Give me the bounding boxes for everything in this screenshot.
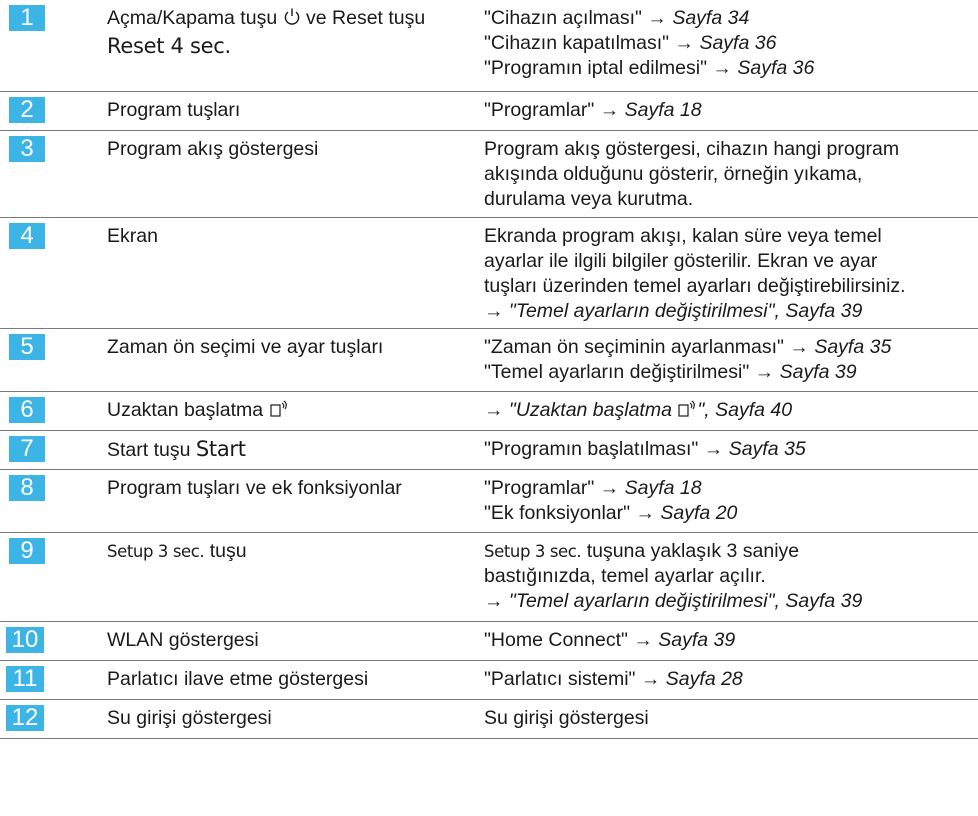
- desc-text: tuşuna yaklaşık 3 saniye: [586, 540, 800, 562]
- row-number-badge: 8: [9, 475, 45, 501]
- row-number-badge: 1: [9, 5, 45, 31]
- table-row: [0, 0, 978, 92]
- element-name: Ekran: [107, 225, 158, 247]
- desc-text: →: [484, 399, 509, 421]
- desc-text: durulama veya kurutma.: [484, 188, 694, 210]
- table-row: [0, 661, 978, 700]
- description: [484, 706, 649, 731]
- element-name: [107, 6, 425, 59]
- table-row: [0, 131, 978, 218]
- element-text: ve Reset tuşu: [306, 7, 426, 29]
- page-reference: Sayfa 35: [728, 438, 806, 460]
- power-icon: [283, 7, 301, 34]
- table-row: [0, 92, 978, 131]
- desc-text: "Programın başlatılması" →: [484, 438, 729, 460]
- desc-text: "Parlatıcı sistemi" →: [484, 668, 666, 690]
- desc-text: Su girişi göstergesi: [484, 707, 649, 729]
- element-name: [107, 539, 247, 564]
- desc-text: "Programlar" →: [484, 99, 625, 121]
- table-row: [0, 218, 978, 329]
- page-reference: Sayfa 39: [658, 629, 736, 651]
- table-row: [0, 392, 978, 431]
- row-number-badge: 12: [6, 705, 44, 731]
- description: [484, 398, 792, 426]
- description: [484, 224, 906, 324]
- row-number-badge: 5: [9, 334, 45, 360]
- page-reference: "Temel ayarların değiştirilmesi", Sayfa 39: [508, 300, 863, 322]
- element-name: [107, 398, 289, 426]
- element-name: Program akış göstergesi: [107, 138, 319, 160]
- page-reference: Sayfa 28: [665, 668, 743, 690]
- page-reference: "Uzaktan başlatma: [508, 399, 672, 421]
- desc-text: ayarlar ile ilgili bilgiler gösterilir. Ekran ve ayar: [484, 250, 878, 272]
- desc-text: bastığınızda, temel ayarlar açılır.: [484, 565, 766, 587]
- element-name: Zaman ön seçimi ve ayar tuşları: [107, 336, 384, 358]
- description: [484, 6, 814, 81]
- desc-text: Program akış göstergesi, cihazın hangi program: [484, 138, 900, 160]
- page-reference: Sayfa 18: [624, 99, 702, 121]
- page-reference: Sayfa 18: [624, 477, 702, 499]
- element-name: Parlatıcı ilave etme göstergesi: [107, 668, 369, 690]
- table-row: [0, 533, 978, 622]
- table-row: [0, 470, 978, 533]
- page-reference: "Temel ayarların değiştirilmesi", Sayfa 39: [508, 590, 863, 612]
- element-text: Açma/Kapama tuşu: [107, 7, 278, 29]
- remote-start-icon: [269, 399, 289, 426]
- element-name: Program tuşları ve ek fonksiyonlar: [107, 477, 402, 499]
- table-row: [0, 329, 978, 392]
- desc-text: Ekranda program akışı, kalan süre veya temel: [484, 225, 882, 247]
- table-row: [0, 431, 978, 470]
- row-number-badge: 2: [9, 97, 45, 123]
- element-name: WLAN göstergesi: [107, 629, 259, 651]
- row-number-badge: 3: [9, 136, 45, 162]
- desc-text: "Programlar" →: [484, 477, 625, 499]
- row-number-badge: 10: [6, 627, 44, 653]
- desc-text: akışında olduğunu gösterir, örneğin yıkama,: [484, 163, 863, 185]
- page-reference: ", Sayfa 40: [697, 399, 793, 421]
- description: [484, 137, 899, 212]
- description: [484, 437, 806, 462]
- page-reference: Sayfa 20: [660, 502, 738, 524]
- desc-text: "Zaman ön seçiminin ayarlanması" →: [484, 336, 815, 358]
- element-text: tuşu: [209, 540, 247, 562]
- setup-label: Setup 3 sec.: [484, 542, 582, 561]
- reset-label: Reset 4 sec.: [107, 34, 231, 58]
- desc-text: →: [484, 300, 509, 322]
- element-name: Program tuşları: [107, 99, 241, 121]
- row-number-badge: 11: [6, 666, 44, 692]
- description: [484, 539, 862, 614]
- setup-label: Setup 3 sec.: [107, 542, 205, 561]
- desc-text: "Home Connect" →: [484, 629, 659, 651]
- desc-text: "Temel ayarların değiştirilmesi" →: [484, 361, 780, 383]
- description: [484, 335, 891, 385]
- description: [484, 667, 743, 692]
- row-number-badge: 7: [9, 436, 45, 462]
- table-row: [0, 700, 978, 739]
- desc-text: "Cihazın kapatılması" →: [484, 32, 700, 54]
- page-reference: Sayfa 39: [779, 361, 857, 383]
- page-reference: Sayfa 34: [672, 7, 750, 29]
- description: [484, 98, 702, 123]
- desc-text: tuşları üzerinden temel ayarları değiştirebilirsiniz.: [484, 275, 906, 297]
- element-text: Uzaktan başlatma: [107, 399, 264, 421]
- remote-start-icon: [677, 399, 697, 426]
- desc-text: "Ek fonksiyonlar" →: [484, 502, 661, 524]
- page-reference: Sayfa 36: [737, 57, 815, 79]
- start-label: Start: [195, 437, 246, 461]
- row-number-badge: 6: [9, 397, 45, 423]
- row-number-badge: 4: [9, 223, 45, 249]
- description: [484, 476, 737, 526]
- desc-text: "Programın iptal edilmesi" →: [484, 57, 738, 79]
- row-number-badge: 9: [9, 538, 45, 564]
- page-reference: Sayfa 36: [699, 32, 777, 54]
- element-name: Su girişi göstergesi: [107, 707, 272, 729]
- desc-text: →: [484, 590, 509, 612]
- table-row: [0, 622, 978, 661]
- element-name: [107, 437, 246, 463]
- description: [484, 628, 735, 653]
- element-text: Start tuşu: [107, 439, 191, 461]
- page-reference: Sayfa 35: [814, 336, 892, 358]
- desc-text: "Cihazın açılması" →: [484, 7, 673, 29]
